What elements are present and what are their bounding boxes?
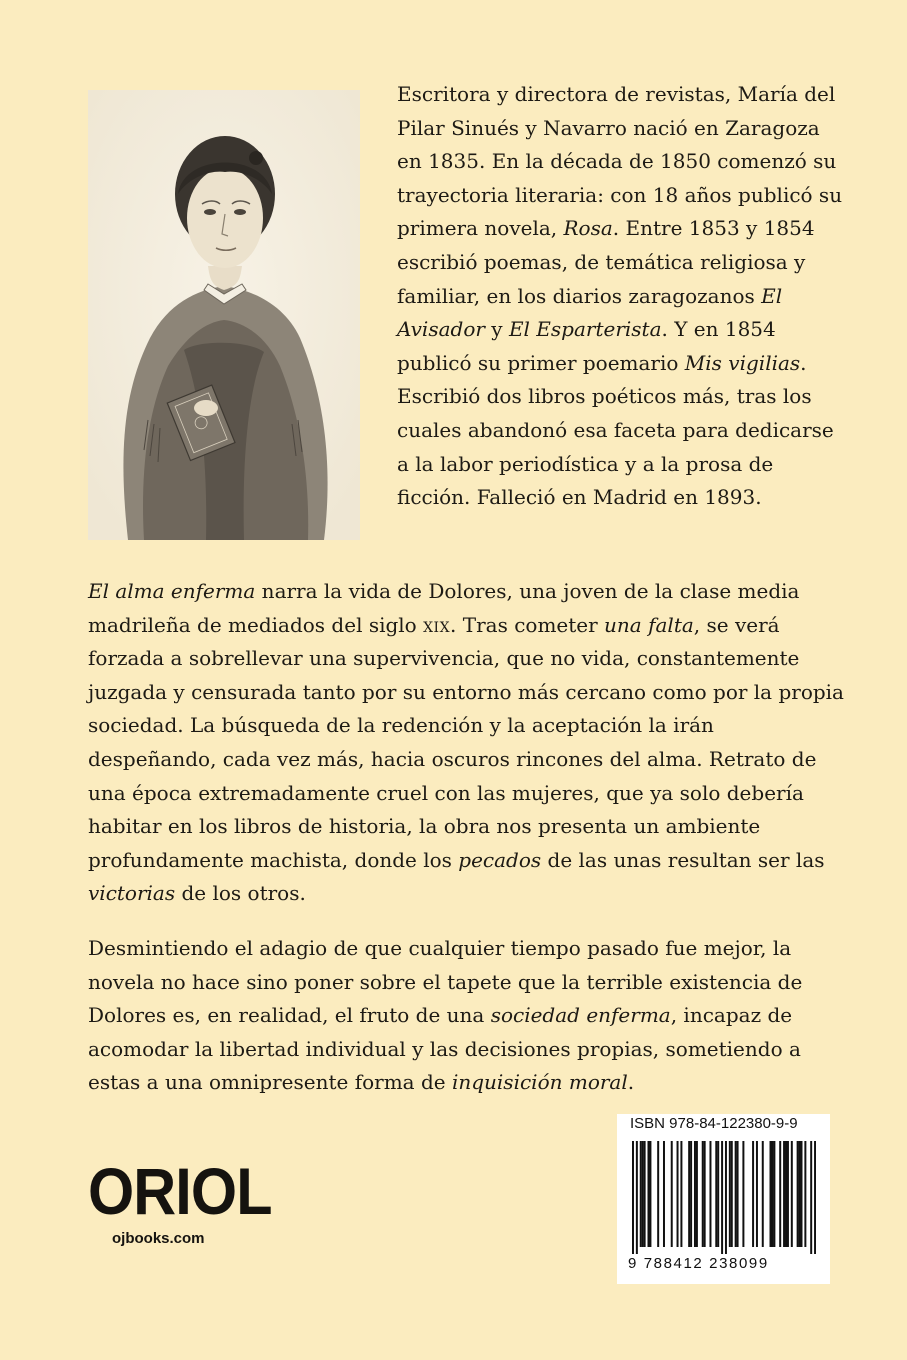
barcode-bar [663,1141,665,1247]
barcode-bar [783,1141,785,1247]
barcode-bar [632,1141,634,1254]
barcode-bar [677,1141,679,1247]
barcode-bar [810,1141,812,1254]
bio-title-rosa: Rosa [563,216,613,241]
barcode-bar [649,1141,651,1247]
barcode-bar [799,1141,801,1247]
barcode-bar [735,1141,737,1247]
publisher-logo [88,1154,272,1248]
barcode-bar [771,1141,773,1247]
barcode-bar [737,1141,739,1247]
bio-title-avisador: El Avisador [397,283,783,342]
barcode-bar [773,1141,775,1247]
synopsis-text-5: de los otros. [175,881,306,906]
barcode-bar [647,1141,649,1247]
barcode-bar [756,1141,758,1247]
barcode-digits: 9 788412 238099 [628,1255,769,1272]
barcode-bar [704,1141,706,1247]
barcode-bar [696,1141,698,1247]
barcode-bar [801,1141,803,1247]
barcode-bar [642,1141,644,1247]
synopsis-century: xix [423,612,451,637]
barcode-bar [671,1141,673,1247]
barcode-bar [690,1141,692,1247]
barcode-bar [657,1141,659,1247]
barcode-bar [694,1141,696,1247]
barcode-bar [640,1141,642,1247]
barcode-bar [814,1141,816,1254]
publisher-url: ojbooks.com [112,1230,205,1247]
synopsis-book-title: El alma enferma [88,579,256,603]
barcode-bar [779,1141,781,1247]
barcode-bar [797,1141,799,1247]
barcode-bar [644,1141,646,1247]
synopsis-italic-pecados: pecados [458,847,542,872]
author-portrait [88,90,360,540]
barcode-bar [731,1141,733,1247]
synopsis-text-4: de las unas resultan ser las [541,847,825,872]
barcode-bar [702,1141,704,1247]
barcode-bar [804,1141,806,1247]
closing-italic-sociedad: sociedad enferma [490,1003,671,1028]
barcode-bar [688,1141,690,1247]
closing-italic-inquisicion: inquisición moral [451,1070,628,1095]
synopsis-text-3: , se verá forzada a sobrellevar una supervivencia, que no vida, constantemente juzgada y censurada tanto por su entorno más cercano como por la propia sociedad. La búsqueda de la redención y la aceptación la irán despeñando, cada vez más, hacia oscuros rincones del alma. Retrato de una época extremadamente cruel con las mujeres, que ya solo debería habitar en los libros de historia, la obra nos presenta un ambiente profundamente machista, donde los [88,612,844,872]
barcode-bar [742,1141,744,1247]
barcode-bar [715,1141,717,1247]
barcode-bar [717,1141,719,1247]
barcode-bar [752,1141,754,1247]
synopsis-italic-falta: una falta [604,612,694,637]
bio-text-4: . Y en 1854 publicó su primer poemario [397,317,776,375]
bio-text-3: y [484,317,509,342]
barcode-bar [721,1141,723,1254]
synopsis-text-2: . Tras cometer [450,612,605,637]
closing-text-2: , incapaz de acomodar la libertad individual y las decisiones propias, sometiendo a estas a una omnipresente forma de [88,1003,801,1095]
barcode-bar [791,1141,793,1247]
closing-paragraph [88,932,848,1100]
isbn-label: ISBN 978-84-122380-9-9 [630,1115,798,1132]
synopsis-italic-victorias: victorias [88,881,176,906]
closing-text-3: . [627,1070,635,1095]
barcode-bar [680,1141,682,1247]
synopsis-text-1: narra la vida de Dolores, una joven de la clase media madrileña de mediados del siglo [88,579,800,637]
barcode-bar [636,1141,638,1254]
barcode-bar [729,1141,731,1247]
barcode-bar [785,1141,787,1247]
barcode-bar [709,1141,711,1247]
bio-text-5: . Escribió dos libros poéticos más, tras los cuales abandonó esa faceta para dedicarse a la labor periodística y a la prosa de ficción. Falleció en Madrid en 1893. [397,350,834,510]
author-biography [397,78,847,515]
bio-title-esparterista: El Esparterista [508,317,662,342]
barcode-bar [787,1141,789,1247]
publisher-name: ORIOL [88,1154,272,1228]
barcode-bar [725,1141,727,1254]
barcode-bar [762,1141,764,1247]
synopsis-paragraph [88,575,848,911]
barcode-bar [770,1141,772,1247]
bio-title-vigilias: Mis vigilias [684,350,801,375]
closing-text-1: Desmintiendo el adagio de que cualquier tiempo pasado fue mejor, la novela no hace sino poner sobre el tapete que la terrible existencia de Dolores es, en realidad, el fruto de una [88,936,803,1028]
barcode-bars [632,1141,816,1254]
bio-text-1: Escritora y directora de revistas, María del Pilar Sinués y Navarro nació en Zaragoza en 1835. En la década de 1850 comenzó su trayectoria literaria: con 18 años publicó su primera novela, [397,82,843,241]
bio-text-2: . Entre 1853 y 1854 escribió poemas, de temática religiosa y familiar, en los diarios zaragozanos [397,216,815,308]
